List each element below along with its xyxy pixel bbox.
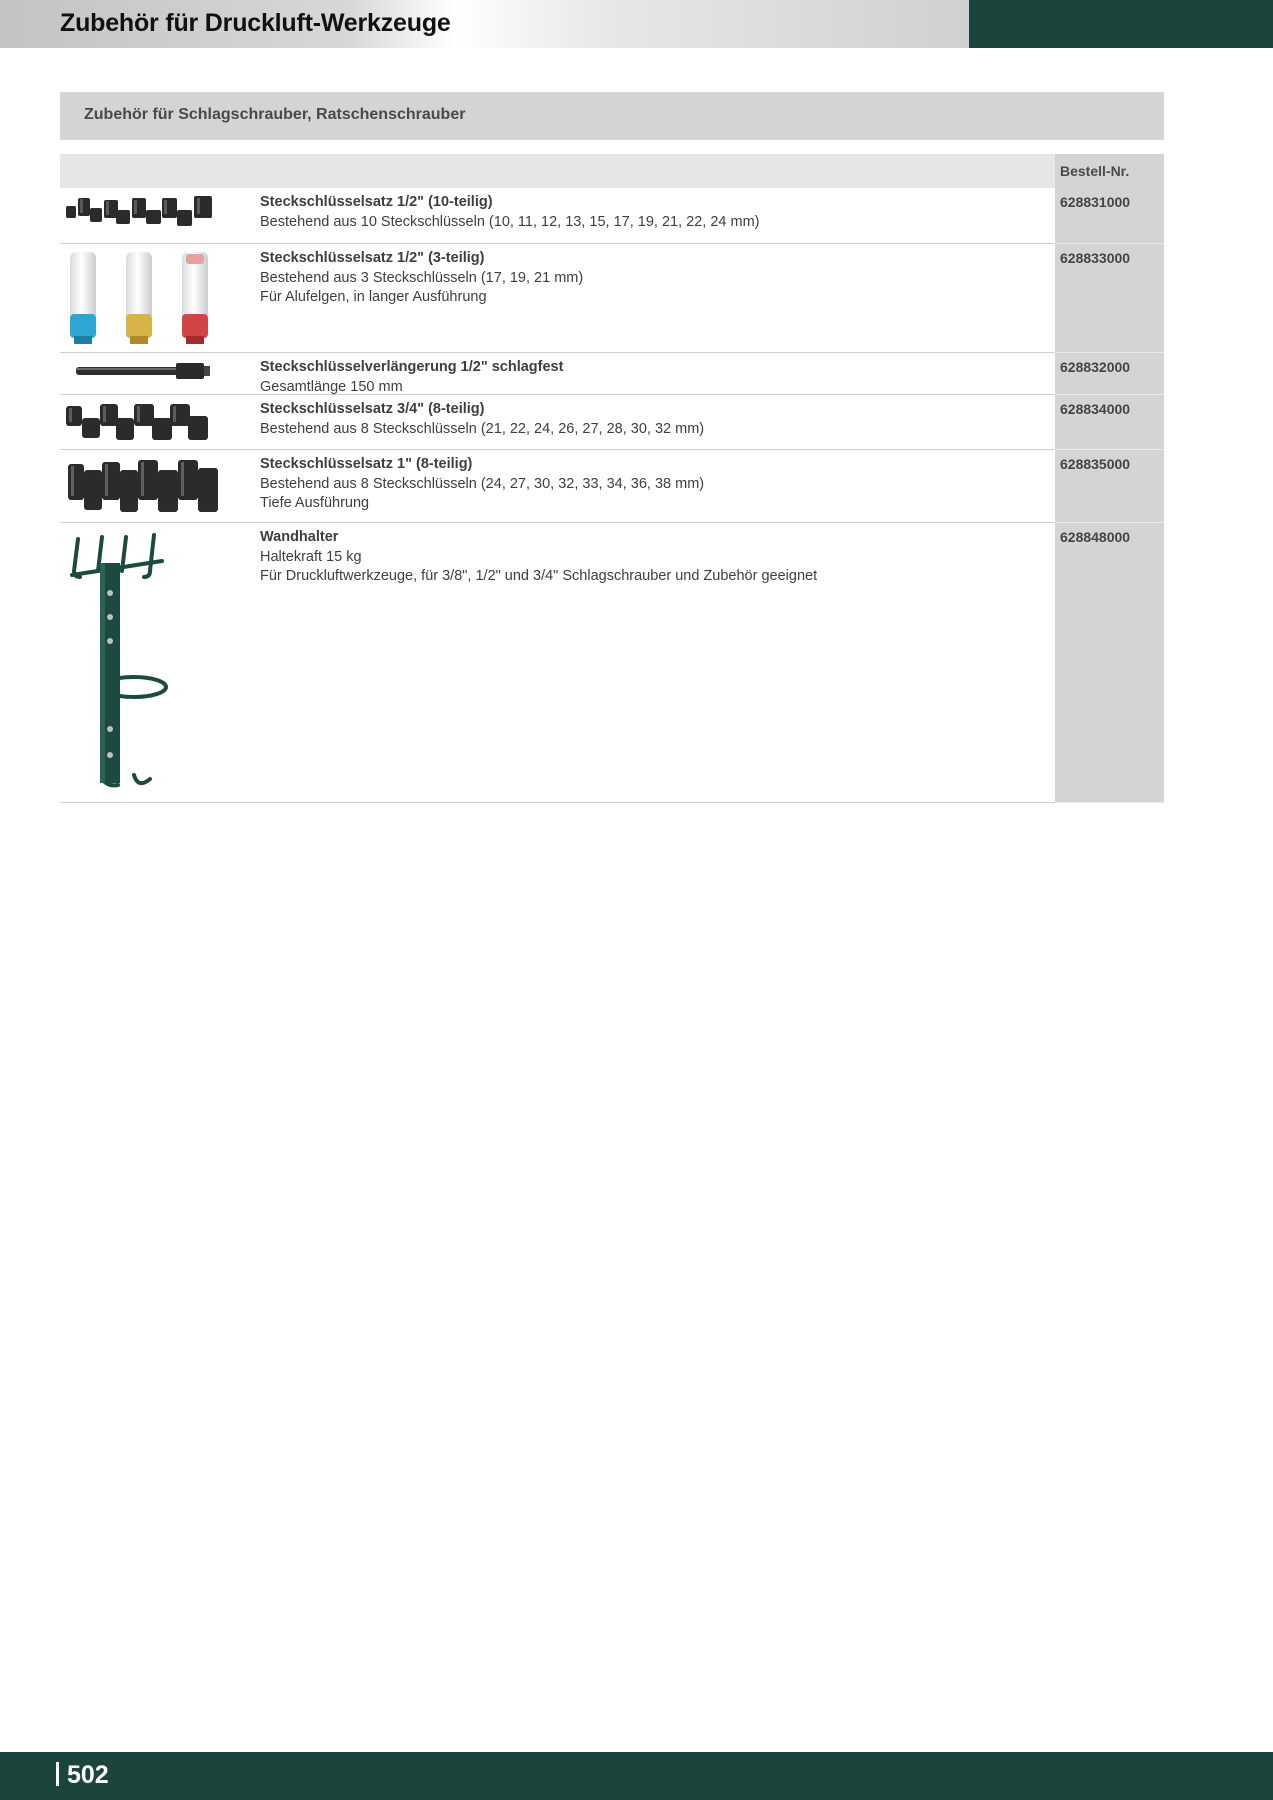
product-row — [60, 244, 1164, 353]
table-header — [60, 154, 1055, 188]
product-row — [60, 188, 1164, 244]
product-name: Steckschlüsselverlängerung 1/2" schlagfest — [260, 359, 564, 375]
socket-set-8-image — [64, 400, 224, 446]
product-detail: Haltekraft 15 kg — [260, 548, 362, 565]
top-banner — [0, 0, 1273, 48]
product-row — [60, 523, 1164, 803]
socket-set-10-image — [64, 192, 224, 236]
order-number-header: Bestell-Nr. — [1055, 154, 1164, 188]
product-detail: Tiefe Ausführung — [260, 495, 370, 511]
wall-holder-image — [64, 531, 224, 795]
product-row — [60, 353, 1164, 395]
product-detail: Gesamtlänge 150 mm — [260, 378, 403, 395]
product-row — [60, 450, 1164, 523]
banner-green-block — [969, 0, 1273, 48]
footer-bar — [0, 1752, 1273, 1800]
order-number: 628848000 — [1060, 529, 1131, 545]
section-title: Zubehör für Schlagschrauber, Ratschenschrauber — [84, 106, 466, 123]
order-number: 628835000 — [1060, 456, 1131, 472]
deep-socket-set-8-image — [64, 456, 224, 518]
page-number-bar — [56, 1762, 59, 1786]
order-number: 628832000 — [1060, 359, 1131, 375]
row-divider — [60, 802, 1055, 803]
product-name: Steckschlüsselsatz 1/2" (10-teilig) — [260, 194, 493, 210]
extension-bar-image — [64, 359, 224, 383]
product-detail: Für Druckluftwerkzeuge, für 3/8", 1/2" und 3/4" Schlagschrauber und Zubehör geeignet — [260, 568, 818, 584]
product-name: Steckschlüsselsatz 1" (8-teilig) — [260, 456, 473, 472]
product-detail: Bestehend aus 8 Steckschlüsseln (24, 27, 30, 32, 33, 34, 36, 38 mm) — [260, 475, 705, 492]
order-number: 628831000 — [1060, 194, 1131, 210]
product-detail: Bestehend aus 3 Steckschlüsseln (17, 19, 21 mm) — [260, 269, 584, 286]
order-number: 628833000 — [1060, 250, 1131, 266]
product-detail: Bestehend aus 8 Steckschlüsseln (21, 22, 24, 26, 27, 28, 30, 32 mm) — [260, 420, 705, 437]
row-divider-right — [1055, 802, 1164, 803]
product-name: Steckschlüsselsatz 1/2" (3-teilig) — [260, 250, 485, 266]
product-name: Wandhalter — [260, 529, 339, 545]
product-row — [60, 395, 1164, 450]
page-number: 502 — [67, 1761, 109, 1789]
product-name: Steckschlüsselsatz 3/4" (8-teilig) — [260, 401, 485, 417]
socket-set-3-image — [64, 252, 224, 348]
page-title: Zubehör für Druckluft-Werkzeuge — [60, 9, 451, 37]
product-detail: Bestehend aus 10 Steckschlüsseln (10, 11, 12, 13, 15, 17, 19, 21, 22, 24 mm) — [260, 213, 760, 230]
section-header — [60, 92, 1164, 140]
order-number: 628834000 — [1060, 401, 1131, 417]
product-detail: Für Alufelgen, in langer Ausführung — [260, 289, 487, 305]
